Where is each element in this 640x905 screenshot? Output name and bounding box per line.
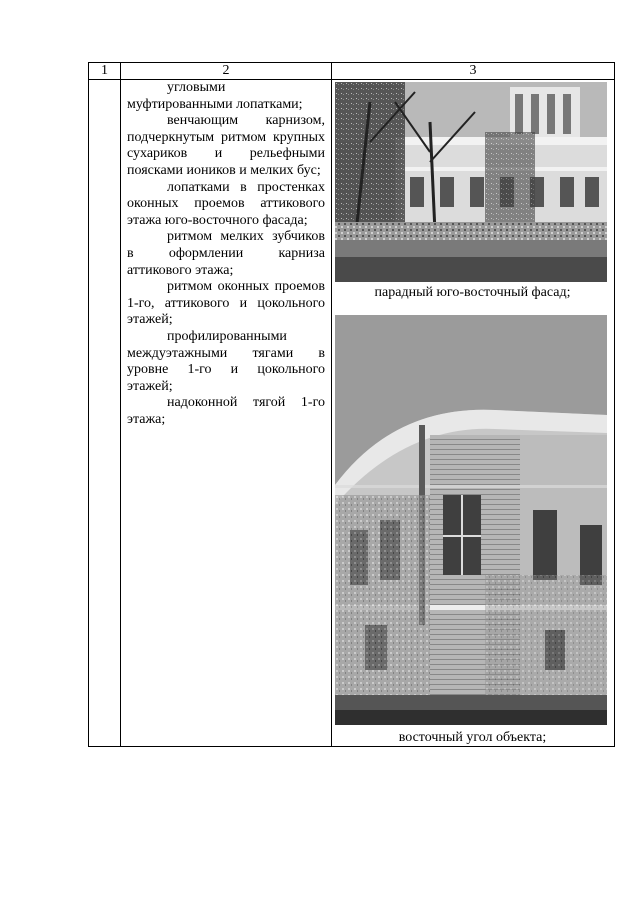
header-col-2: 2 [121,63,332,80]
facade-photo [335,82,607,282]
paragraph-window-course: надоконной тягой 1-го этажа; [127,395,325,427]
corner-photo [335,315,607,725]
header-col-3: 3 [332,63,615,80]
paragraph-attic-pilasters: лопатками в простенках оконных проемов аттикового этажа юго-восточного фасада; [127,179,325,228]
body-col-1 [89,80,121,747]
content-table [88,62,615,747]
paragraph-string-courses: профилированными междуэтажными тягами в уровне 1-го и цокольного этажей; [127,328,325,394]
header-col-1: 1 [89,63,121,80]
corner-caption: восточный угол объекта; [398,730,547,745]
paragraph-cornice: венчающим карнизом, подчеркнутым ритмом крупных сухариков и рельефными поясками иоников и мелких бус; [127,113,325,178]
facade-caption: парадный юго-восточный фасад; [374,285,571,300]
description-cell [121,80,332,747]
paragraph-window-rhythm: ритмом оконных проемов 1-го, аттикового и цокольного этажей; [127,279,325,328]
photos-cell [332,80,615,747]
table-header-row [89,63,615,80]
paragraph-pilasters: угловыми муфтированными лопатками; [127,80,303,112]
table-body-row [89,80,615,747]
paragraph-dentils: ритмом мелких зубчиков в оформлении карниза аттикового этажа; [127,229,325,278]
